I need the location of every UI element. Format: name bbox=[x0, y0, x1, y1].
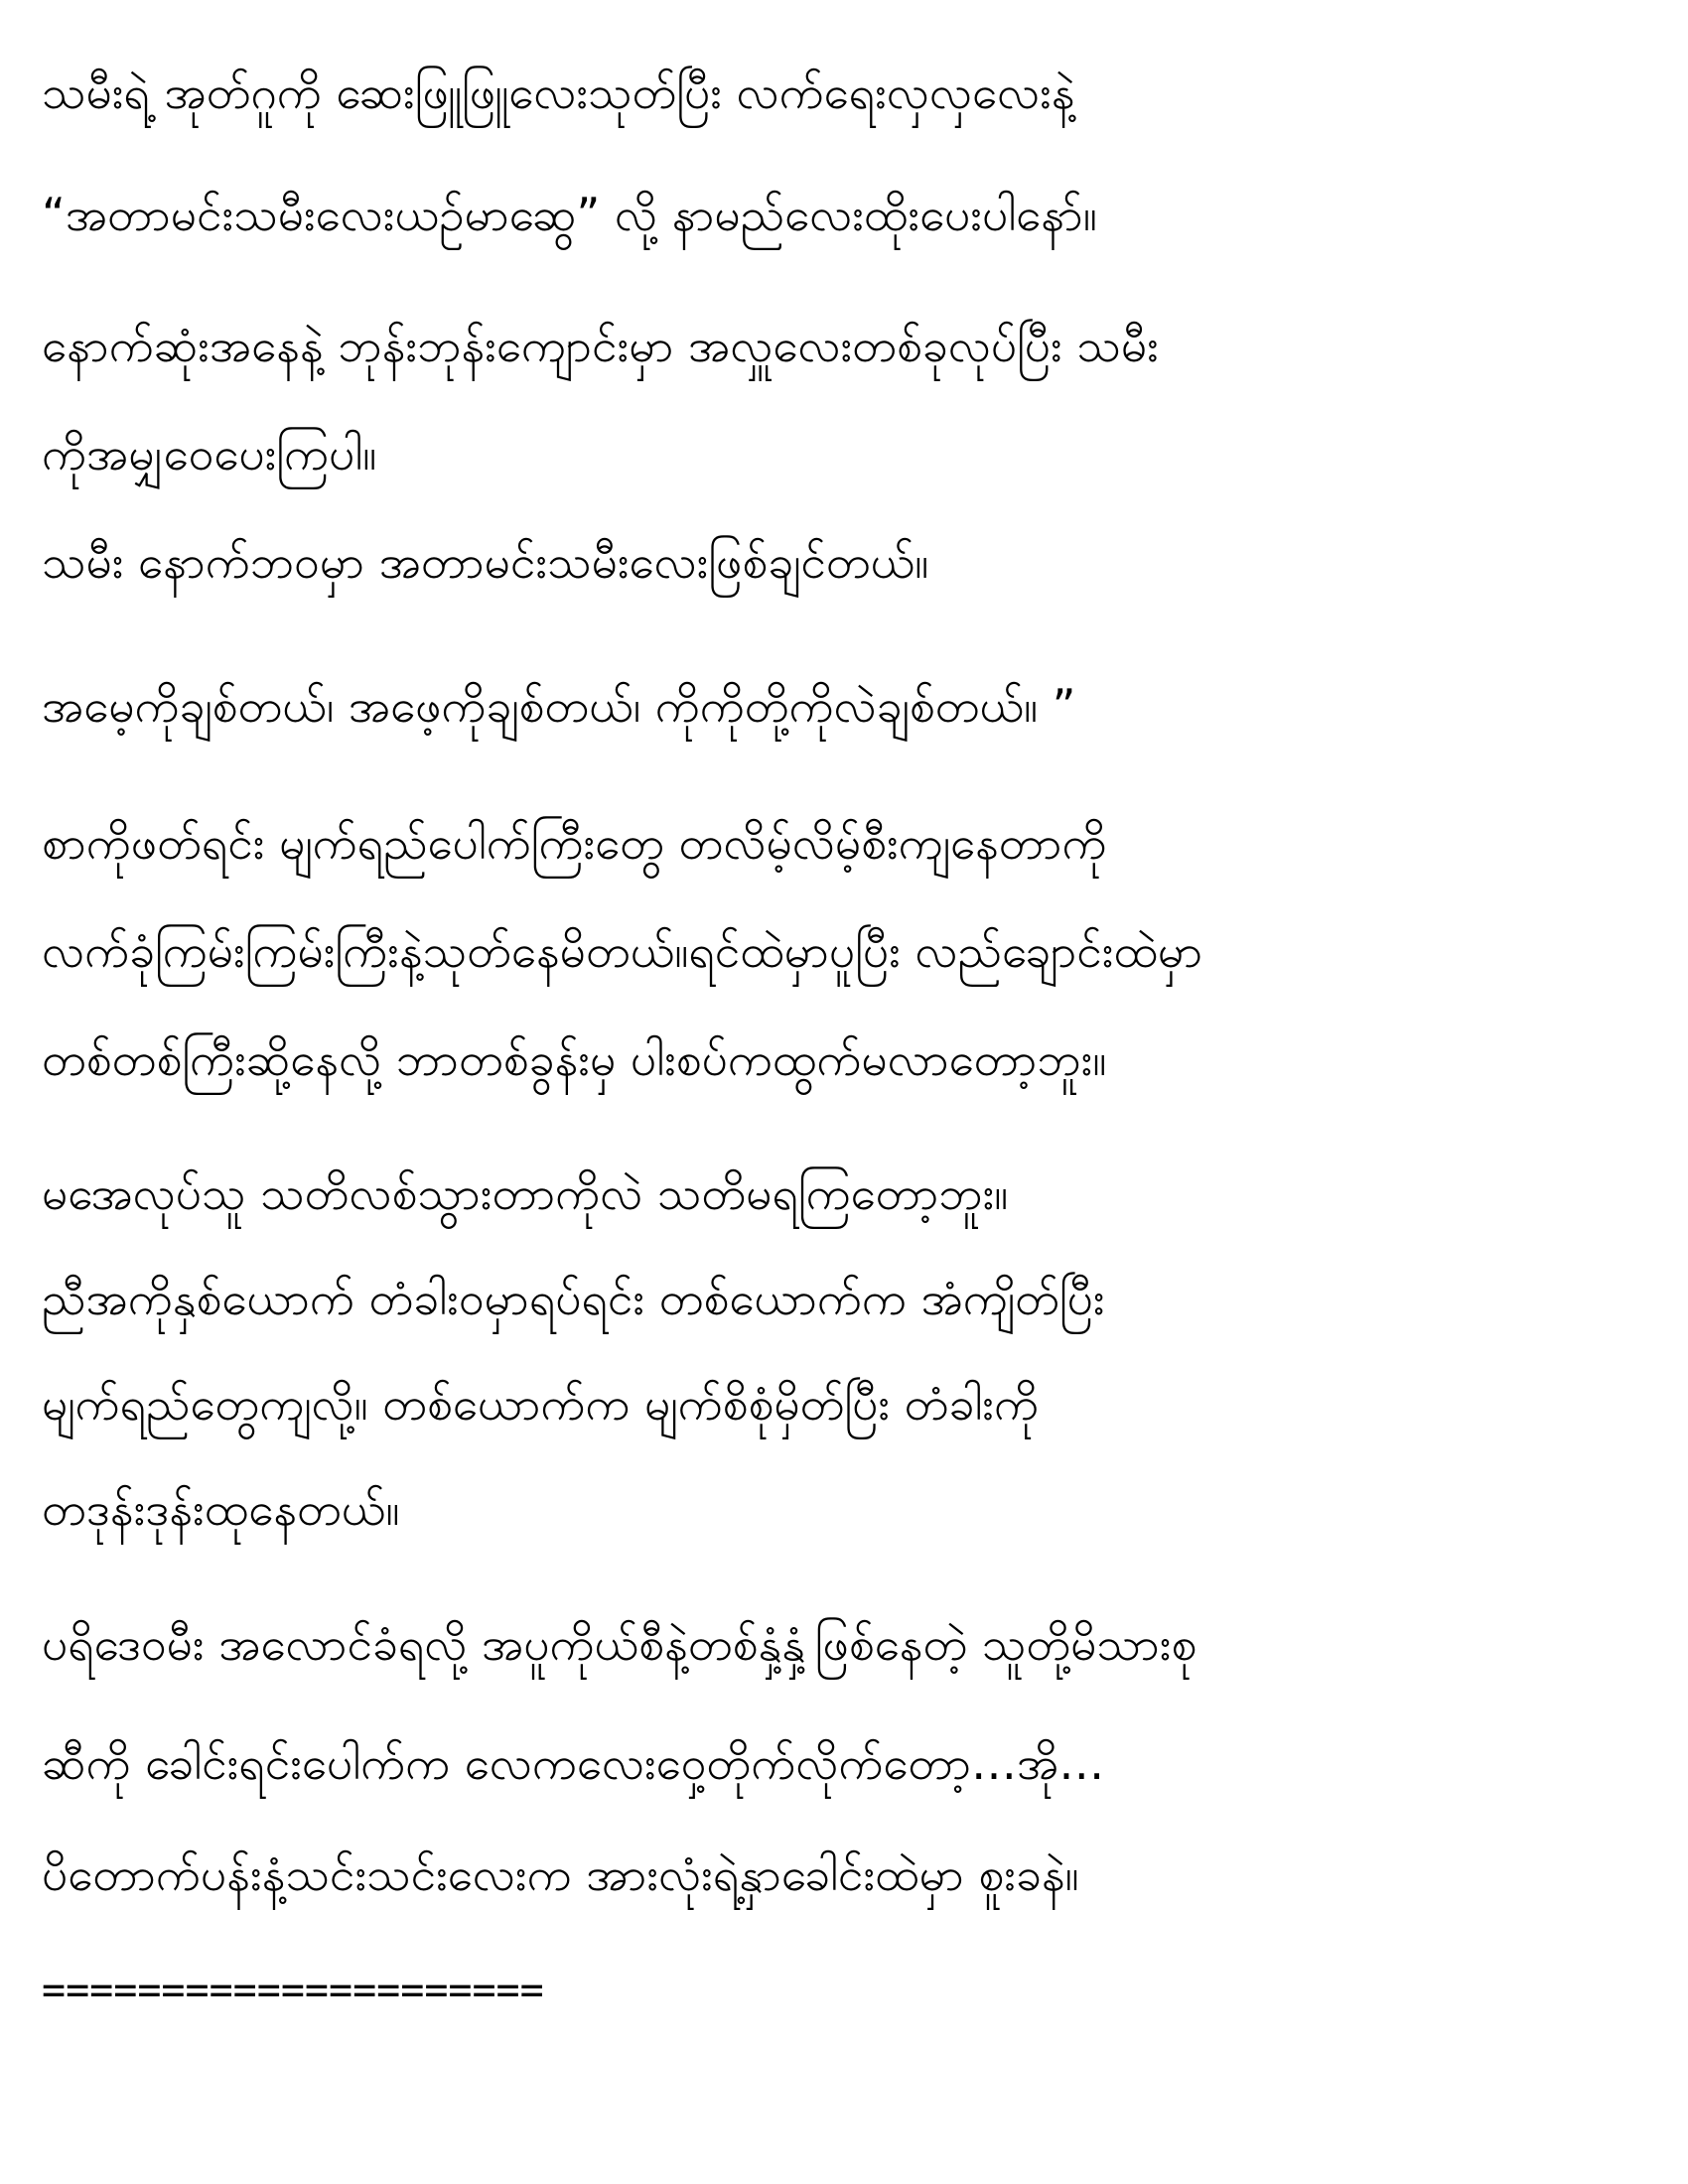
text-line: စာကိုဖတ်ရင်း မျက်ရည်ပေါက်ကြီးတွေ တလိမ့်လိမ့်စီးကျနေတာကို bbox=[42, 816, 1107, 870]
text-line: ဆီကို ခေါင်းရင်းပေါက်က လေကလေးဝှေ့တိုက်လိုက်တော့…အို… bbox=[42, 1736, 1105, 1790]
text-line: ကိုအမျှဝေပေးကြပါ။ bbox=[42, 427, 377, 480]
section-divider: ===================== bbox=[42, 1968, 544, 2013]
text-line: တစ်တစ်ကြီးဆို့နေလို့ ဘာတစ်ခွန်းမှ ပါးစပ်ကထွက်မလာတော့ဘူး။ bbox=[42, 1032, 1107, 1086]
text-line: တဒုန်းဒုန်းထုနေတယ်။ bbox=[42, 1482, 400, 1536]
text-line: နောက်ဆုံးအနေနဲ့ ဘုန်းဘုန်းကျောင်းမှာ အလှူလေးတစ်ခုလုပ်ပြီး သမီး bbox=[42, 319, 1159, 372]
text-line: ပိတောက်ပန်းနံ့သင်းသင်းလေးက အားလုံးရဲ့နှာခေါင်းထဲမှာ စူးခနဲ။ bbox=[42, 1847, 1079, 1901]
text-line: အမေ့ကိုချစ်တယ်၊ အဖေ့ကိုချစ်တယ်၊ ကိုကိုတို့ကိုလဲချစ်တယ်။ ” bbox=[42, 679, 1076, 733]
text-line: မအေလုပ်သူ သတိလစ်သွားတာကိုလဲ သတိမရကြတော့ဘူး။ bbox=[42, 1166, 1009, 1220]
text-line: လက်ခုံကြမ်းကြမ်းကြီးနဲ့သုတ်နေမိတယ်။ရင်ထဲမှာပူပြီး လည်ချောင်းထဲမှာ bbox=[42, 924, 1203, 978]
text-line: ညီအကိုနှစ်ယောက် တံခါးဝမှာရပ်ရင်း တစ်ယောက်က အံကျိတ်ပြီး bbox=[42, 1272, 1105, 1325]
text-line: “အတာမင်းသမီးလေးယဉ်မာဆွေ” လို့ နာမည်လေးထိုးပေးပါနော်။ bbox=[42, 188, 1097, 241]
text-line: သမီးရဲ့ အုတ်ဂူကို ဆေးဖြူဖြူလေးသုတ်ပြီး လက်ရေးလှလှလေးနဲ့ bbox=[42, 66, 1075, 119]
text-line: မျက်ရည်တွေကျလို့။ တစ်ယောက်က မျက်စိစုံမှိတ်ပြီး တံခါးကို bbox=[42, 1377, 1039, 1431]
text-line: သမီး နောက်ဘဝမှာ အတာမင်းသမီးလေးဖြစ်ချင်တယ်။ bbox=[42, 535, 929, 589]
text-line: ပရိဒေဝမီး အလောင်ခံရလို့ အပူကိုယ်စီနဲ့တစ်နှံ့နှံ့ဖြစ်နေတဲ့ သူတို့မိသားစု bbox=[42, 1617, 1197, 1671]
